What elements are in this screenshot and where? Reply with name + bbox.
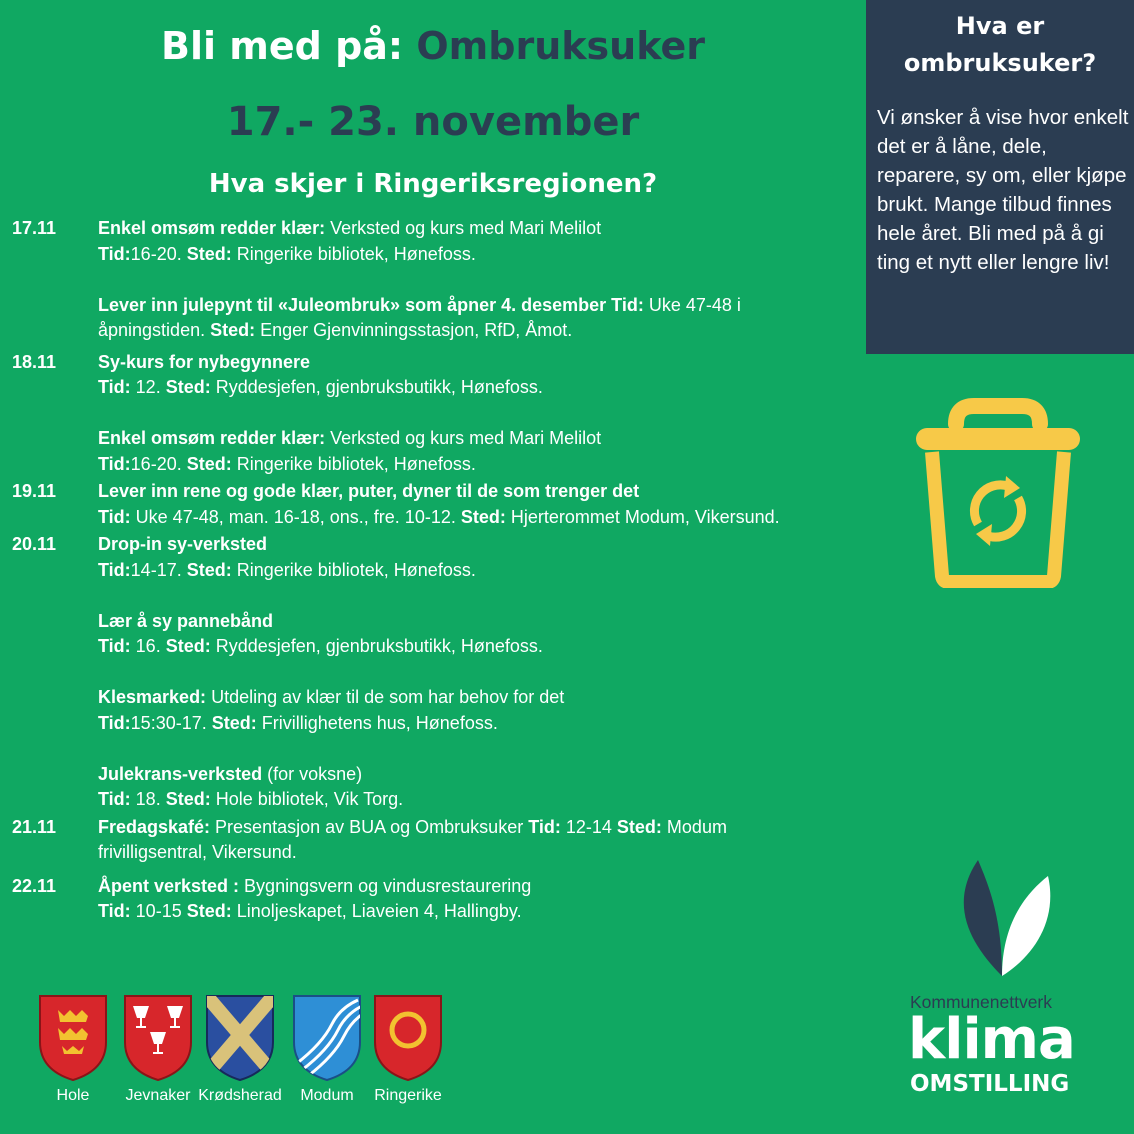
event-title: Fredagskafé: — [98, 816, 211, 837]
event-title: Enkel omsøm redder klær: — [98, 428, 326, 448]
hole-shield — [38, 994, 108, 1104]
event-title: Åpent verksted : — [98, 875, 240, 896]
event-field-label: Sted: — [186, 901, 232, 921]
modum-coat-of-arms — [292, 994, 362, 1082]
ringerike-shield — [373, 994, 443, 1104]
krodsherad-shield — [198, 994, 282, 1104]
schedule-event — [98, 874, 832, 925]
event-date: 19.11 — [12, 481, 57, 501]
event-field-value: Enger Gjenvinningsstasjon, RfD, Åmot. — [255, 320, 573, 340]
event-field-value: Ringerike bibliotek, Hønefoss. — [231, 453, 476, 474]
event-field-label: Sted: — [186, 243, 232, 264]
schedule-day — [12, 874, 832, 925]
schedule-event — [98, 685, 832, 736]
schedule-day — [12, 532, 832, 813]
page-title — [0, 18, 866, 74]
event-description: (for voksne) — [262, 763, 363, 784]
event-field-label: Sted: — [165, 377, 211, 397]
hole-coat-of-arms — [38, 994, 108, 1082]
schedule-event — [98, 350, 832, 401]
event-description: Presentasjon av BUA og Ombruksuker — [210, 816, 529, 837]
event-date: 20.11 — [12, 534, 57, 554]
schedule-heading: Hva skjer i Ringeriksregionen? — [208, 169, 658, 199]
event-field-value: 16-20. — [130, 243, 187, 264]
event-title: Lever inn julepynt til «Juleombruk» som åpner 4. desember — [98, 294, 607, 315]
schedule-day — [12, 350, 832, 478]
municipality-label: Hole — [56, 1087, 90, 1104]
event-field-value: Hole bibliotek, Vik Torg. — [210, 789, 404, 809]
event-field-value: Ringerike bibliotek, Hønefoss. — [231, 559, 476, 580]
info-text: Vi ønsker å vise hvor enkelt det er å låne, dele, reparere, sy om, eller kjøpe brukt. Mange tilbud finnes hele året. Bli med på å gi ting et nytt eller lengre liv! — [877, 106, 1129, 274]
recycle-bin-icon — [908, 396, 1088, 588]
schedule-list — [12, 216, 832, 925]
schedule-event — [98, 532, 832, 583]
event-description: Verksted og kurs med Mari Melilot — [325, 428, 602, 448]
event-field-label: Sted: — [616, 816, 662, 837]
event-field-value: Frivillighetens hus, Hønefoss. — [256, 712, 498, 733]
event-field-value: 14-17. — [130, 559, 187, 580]
schedule-event — [98, 293, 832, 344]
event-field-value: Uke 47-48, man. 16-18, ons., fre. 10-12. — [130, 506, 461, 527]
info-title: Hva er ombruksuker? — [903, 12, 1097, 77]
event-field-value: 16-20. — [130, 453, 187, 474]
schedule-event — [98, 216, 832, 267]
event-field-label: Sted: — [210, 320, 256, 340]
event-title: Sy-kurs for nybegynnere — [98, 351, 311, 372]
schedule-event — [98, 479, 832, 530]
schedule-event — [98, 609, 832, 660]
krodsherad-coat-of-arms — [205, 994, 275, 1082]
event-field-value: 16. — [130, 636, 166, 656]
event-field-value: Uke 47-48 i åpningstiden. — [98, 294, 741, 340]
event-title: Enkel omsøm redder klær: — [98, 218, 326, 238]
event-field-label: Sted: — [165, 789, 211, 809]
event-field-value: 12. — [130, 377, 166, 397]
schedule-event — [98, 426, 832, 477]
event-field-label: Tid: — [98, 789, 131, 809]
event-field-label: Tid: — [528, 816, 561, 837]
event-title: Lær å sy pannebånd — [98, 610, 274, 631]
event-date: 18.11 — [12, 351, 57, 372]
event-field-label: Sted: — [460, 506, 506, 527]
schedule-day — [12, 815, 832, 866]
title-prefix: Bli med på: — [161, 24, 404, 68]
event-field-label: Tid: — [98, 377, 131, 397]
event-field-label: Sted: — [186, 559, 232, 580]
municipality-shields — [38, 994, 458, 1104]
event-field-label: Tid: — [98, 506, 131, 527]
event-field-label: Tid: — [98, 636, 131, 656]
municipality-label: Modum — [300, 1087, 354, 1104]
info-box — [866, 0, 1134, 354]
municipality-label: Jevnaker — [125, 1087, 191, 1104]
event-description: Verksted og kurs med Mari Melilot — [325, 218, 602, 238]
event-title: Lever inn rene og gode klær, puter, dyner til de som trenger det — [98, 481, 640, 501]
logo-subtitle: OMSTILLING — [910, 1071, 1070, 1097]
event-field-value: 12-14 — [560, 816, 617, 837]
schedule-day — [12, 479, 832, 530]
event-field-label: Tid: — [98, 712, 131, 733]
event-field-label: Tid: — [98, 243, 131, 264]
event-field-label: Tid: — [606, 294, 644, 315]
event-field-value: Ringerike bibliotek, Hønefoss. — [231, 243, 476, 264]
event-date: 21.11 — [12, 816, 57, 837]
event-field-value: Ryddesjefen, gjenbruksbutikk, Hønefoss. — [210, 636, 543, 656]
municipality-label: Krødsherad — [198, 1087, 282, 1104]
event-field-value: Ryddesjefen, gjenbruksbutikk, Hønefoss. — [210, 377, 543, 397]
event-date: 17.11 — [12, 218, 57, 238]
event-field-label: Sted: — [211, 712, 257, 733]
event-field-label: Tid: — [98, 901, 131, 921]
event-title: Julekrans-verksted — [98, 763, 263, 784]
jevnaker-shield — [123, 994, 193, 1104]
event-field-label: Sted: — [165, 636, 211, 656]
event-title: Klesmarked: — [98, 687, 207, 707]
ringerike-coat-of-arms — [373, 994, 443, 1082]
event-description: Utdeling av klær til de som har behov for det — [206, 687, 565, 707]
logo-caption: Kommunenettverk — [910, 992, 1053, 1012]
event-field-value: 18. — [130, 789, 166, 809]
event-dates: 17.- 23. november — [226, 99, 640, 145]
jevnaker-coat-of-arms — [123, 994, 193, 1082]
event-field-value: Hjerterommet Modum, Vikersund. — [505, 506, 780, 527]
event-field-value: 10-15 — [130, 901, 187, 921]
modum-shield — [292, 994, 362, 1104]
event-field-value: Linoljeskapet, Liaveien 4, Hallingby. — [231, 901, 522, 921]
logo-word: klima — [908, 1007, 1075, 1072]
event-field-label: Tid: — [98, 559, 131, 580]
event-field-value: Modum frivilligsentral, Vikersund. — [98, 816, 727, 862]
event-field-label: Tid: — [98, 453, 131, 474]
event-field-label: Sted: — [186, 453, 232, 474]
event-description: Bygningsvern og vindusrestaurering — [239, 875, 532, 896]
event-date: 22.11 — [12, 875, 57, 896]
municipality-label: Ringerike — [374, 1087, 442, 1104]
event-title: Drop-in sy-verksted — [98, 534, 268, 554]
event-field-value: 15:30-17. — [130, 712, 212, 733]
title-highlight: Ombruksuker — [416, 24, 705, 68]
schedule-event — [98, 762, 832, 813]
schedule-day — [12, 216, 832, 344]
schedule-event — [98, 815, 832, 866]
